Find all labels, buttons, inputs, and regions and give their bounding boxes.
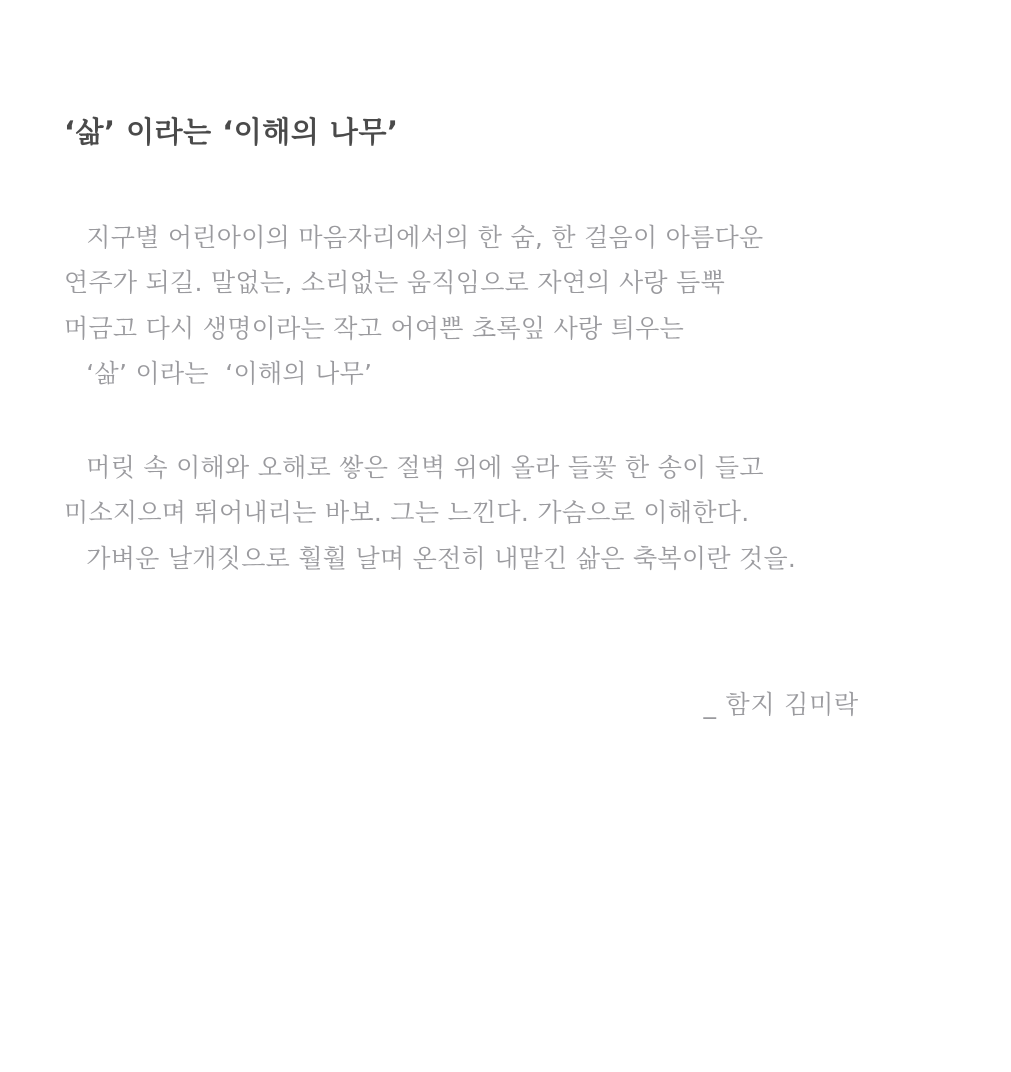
poem-line: 지구별 어린아이의 마음자리에서의 한 숨, 한 걸음이 아름다운 [78,222,764,252]
author-signature: _ 함지 김미락 [703,690,859,720]
stanza-1 [64,215,947,397]
poem-line: 미소지으며 뛰어내리는 바보. 그는 느낀다. 가슴으로 이해한다. [64,498,750,528]
poem-body [64,215,947,582]
poem-line: 가벼운 날개짓으로 훨훨 날며 온전히 내맡긴 삶은 축복이란 것을. [78,543,797,573]
poem-line: 머금고 다시 생명이라는 작고 어여쁜 초록잎 사랑 틔우는 [64,313,685,343]
poem-line: ‘삶’ 이라는 ‘이해의 나무’ [78,359,373,389]
stanza-2 [64,445,947,582]
poem-line: 연주가 되길. 말없는, 소리없는 움직임으로 자연의 사랑 듬뿍 [64,268,726,298]
page-title: ‘삶’ 이라는 ‘이해의 나무’ [64,115,399,149]
poem-line: 머릿 속 이해와 오해로 쌓은 절벽 위에 올라 들꽃 한 송이 들고 [78,452,764,482]
